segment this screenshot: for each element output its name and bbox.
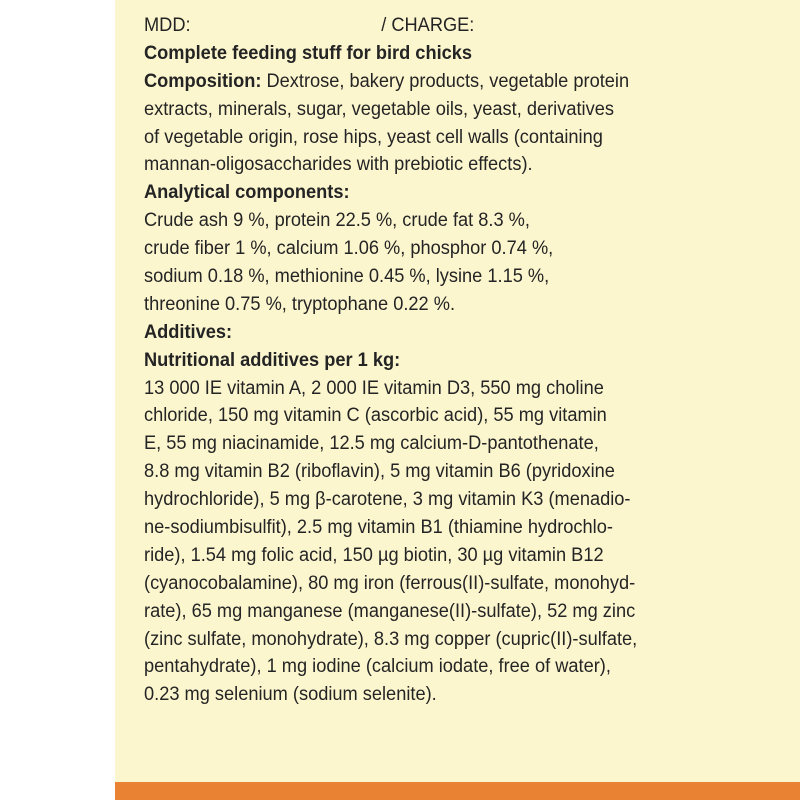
additives-line-11: pentahydrate), 1 mg iodine (calcium iodate, free of water), bbox=[144, 655, 611, 678]
analytical-heading: Analytical components: bbox=[144, 181, 350, 204]
charge-label: / CHARGE: bbox=[381, 14, 475, 36]
composition-heading: Composition: bbox=[144, 69, 262, 92]
analytical-line-1: Crude ash 9 %, protein 22.5 %, crude fat 8.3 %, bbox=[144, 209, 530, 232]
additives-line-5: hydrochloride), 5 mg β-carotene, 3 mg vitamin K3 (menadio- bbox=[144, 488, 631, 511]
additives-line-3: E, 55 mg niacinamide, 12.5 mg calcium-D-pantothenate, bbox=[144, 432, 599, 455]
mdd-label: MDD: bbox=[144, 14, 191, 36]
additives-line-6: ne-sodiumbisulfit), 2.5 mg vitamin B1 (thiamine hydrochlo- bbox=[144, 516, 613, 539]
composition-line-4: mannan-oligosaccharides with prebiotic effects). bbox=[144, 153, 533, 176]
batch-info-row bbox=[144, 12, 744, 40]
additives-line-2: chloride, 150 mg vitamin C (ascorbic acid), 55 mg vitamin bbox=[144, 404, 607, 427]
additives-heading: Additives: bbox=[144, 320, 233, 343]
label-text-block bbox=[144, 12, 744, 709]
composition-text-1: Dextrose, bakery products, vegetable protein bbox=[261, 69, 630, 92]
composition-line-1 bbox=[144, 68, 744, 96]
additives-line-7: ride), 1.54 mg folic acid, 150 µg biotin, 30 µg vitamin B12 bbox=[144, 543, 604, 566]
composition-line-3: of vegetable origin, rose hips, yeast cell walls (containing bbox=[144, 125, 603, 148]
additives-line-1: 13 000 IE vitamin A, 2 000 IE vitamin D3, 550 mg choline bbox=[144, 376, 604, 399]
nutritional-additives-heading: Nutritional additives per 1 kg: bbox=[144, 348, 401, 371]
analytical-line-4: threonine 0.75 %, tryptophane 0.22 %. bbox=[144, 292, 456, 315]
product-title: Complete feeding stuff for bird chicks bbox=[144, 41, 473, 64]
additives-line-4: 8.8 mg vitamin B2 (riboflavin), 5 mg vitamin B6 (pyridoxine bbox=[144, 460, 615, 483]
additives-line-9: rate), 65 mg manganese (manganese(II)-sulfate), 52 mg zinc bbox=[144, 599, 636, 622]
additives-line-8: (cyanocobalamine), 80 mg iron (ferrous(II)-sulfate, monohyd- bbox=[144, 571, 636, 594]
additives-line-10: (zinc sulfate, monohydrate), 8.3 mg copper (cupric(II)-sulfate, bbox=[144, 627, 638, 650]
analytical-line-3: sodium 0.18 %, methionine 0.45 %, lysine 1.15 %, bbox=[144, 265, 550, 288]
additives-line-12: 0.23 mg selenium (sodium selenite). bbox=[144, 683, 437, 706]
product-label-panel bbox=[115, 0, 800, 800]
analytical-line-2: crude fiber 1 %, calcium 1.06 %, phosphor 0.74 %, bbox=[144, 237, 554, 260]
composition-line-2: extracts, minerals, sugar, vegetable oils, yeast, derivatives bbox=[144, 97, 614, 120]
